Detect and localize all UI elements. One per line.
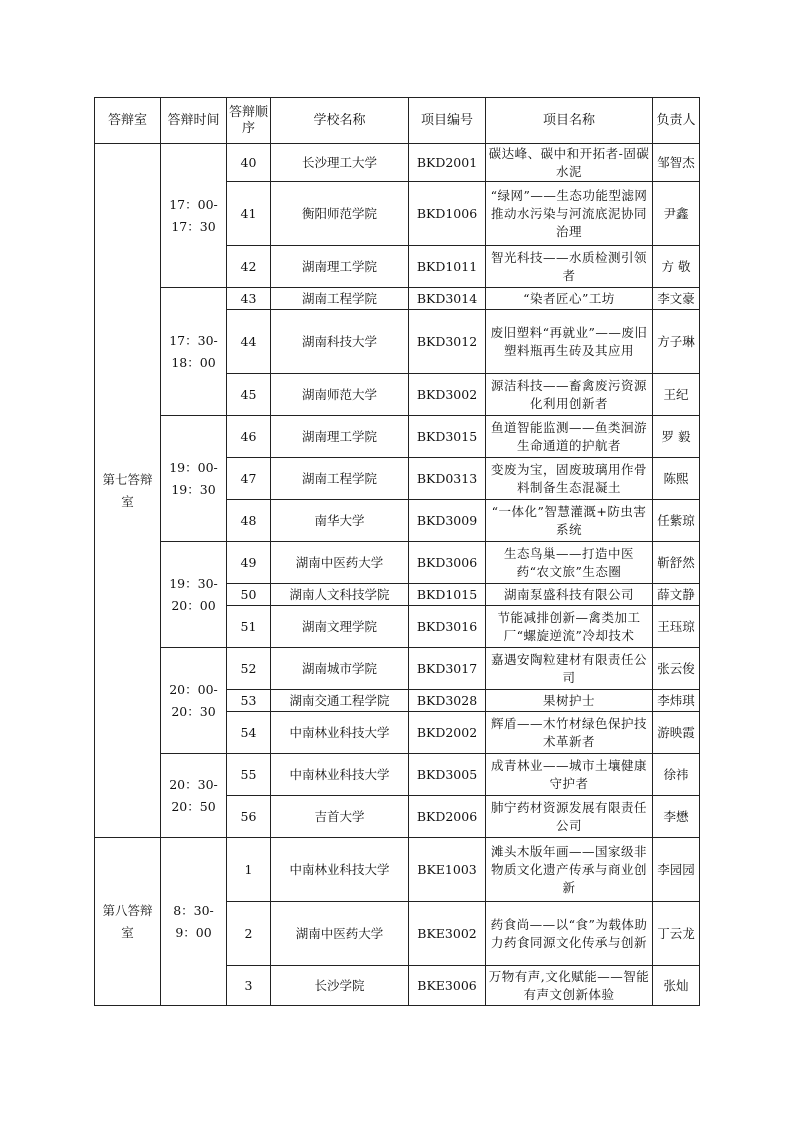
code-cell: BKD2001 xyxy=(409,144,486,182)
schedule-body xyxy=(95,144,700,1006)
code-cell: BKD3016 xyxy=(409,606,486,648)
time-cell: 19：30-20：00 xyxy=(161,542,227,648)
order-cell: 52 xyxy=(227,648,271,690)
lead-cell: 尹鑫 xyxy=(653,182,700,246)
order-cell: 40 xyxy=(227,144,271,182)
header-row xyxy=(95,98,700,144)
order-cell: 56 xyxy=(227,796,271,838)
time-cell: 8：30-9：00 xyxy=(161,838,227,1006)
school-cell: 湖南交通工程学院 xyxy=(271,690,409,712)
project-name-cell: “绿网”——生态功能型滤网推动水污染与河流底泥协同治理 xyxy=(486,182,653,246)
order-cell: 47 xyxy=(227,458,271,500)
order-cell: 54 xyxy=(227,712,271,754)
code-cell: BKD1011 xyxy=(409,246,486,288)
header-room: 答辩室 xyxy=(95,98,161,144)
table-row xyxy=(95,754,700,796)
code-cell: BKD0313 xyxy=(409,458,486,500)
school-cell: 湖南理工学院 xyxy=(271,416,409,458)
order-cell: 41 xyxy=(227,182,271,246)
project-name-cell: 生态鸟巢——打造中医药“农文旅”生态圈 xyxy=(486,542,653,584)
school-cell: 湖南科技大学 xyxy=(271,310,409,374)
time-cell: 17：00-17：30 xyxy=(161,144,227,288)
order-cell: 48 xyxy=(227,500,271,542)
code-cell: BKE1003 xyxy=(409,838,486,902)
project-name-cell: 辉盾——木竹材绿色保护技术革新者 xyxy=(486,712,653,754)
project-name-cell: 碳达峰、碳中和开拓者-固碳水泥 xyxy=(486,144,653,182)
order-cell: 2 xyxy=(227,902,271,966)
school-cell: 湖南人文科技学院 xyxy=(271,584,409,606)
room-cell: 第七答辩室 xyxy=(95,144,161,838)
code-cell: BKD3028 xyxy=(409,690,486,712)
project-name-cell: 药食尚——以“食”为载体助力药食同源文化传承与创新 xyxy=(486,902,653,966)
header-code: 项目编号 xyxy=(409,98,486,144)
lead-cell: 李炜琪 xyxy=(653,690,700,712)
code-cell: BKD3015 xyxy=(409,416,486,458)
project-name-cell: 果树护士 xyxy=(486,690,653,712)
lead-cell: 徐祎 xyxy=(653,754,700,796)
school-cell: 长沙学院 xyxy=(271,966,409,1006)
lead-cell: 张灿 xyxy=(653,966,700,1006)
table-row xyxy=(95,838,700,902)
code-cell: BKD3005 xyxy=(409,754,486,796)
header-name: 项目名称 xyxy=(486,98,653,144)
code-cell: BKD3009 xyxy=(409,500,486,542)
order-cell: 3 xyxy=(227,966,271,1006)
school-cell: 湖南工程学院 xyxy=(271,458,409,500)
lead-cell: 李文豪 xyxy=(653,288,700,310)
school-cell: 长沙理工大学 xyxy=(271,144,409,182)
project-name-cell: 鱼道智能监测——鱼类洄游生命通道的护航者 xyxy=(486,416,653,458)
code-cell: BKD3017 xyxy=(409,648,486,690)
school-cell: 中南林业科技大学 xyxy=(271,754,409,796)
project-name-cell: “一体化”智慧灌溉+防虫害系统 xyxy=(486,500,653,542)
order-cell: 49 xyxy=(227,542,271,584)
project-name-cell: 滩头木版年画——国家级非物质文化遗产传承与商业创新 xyxy=(486,838,653,902)
project-name-cell: “染者匠心”工坊 xyxy=(486,288,653,310)
code-cell: BKD3014 xyxy=(409,288,486,310)
code-cell: BKE3002 xyxy=(409,902,486,966)
header-school: 学校名称 xyxy=(271,98,409,144)
code-cell: BKD3006 xyxy=(409,542,486,584)
school-cell: 衡阳师范学院 xyxy=(271,182,409,246)
order-cell: 53 xyxy=(227,690,271,712)
order-cell: 1 xyxy=(227,838,271,902)
code-cell: BKD1015 xyxy=(409,584,486,606)
project-name-cell: 嘉遇安陶粒建材有限责任公司 xyxy=(486,648,653,690)
project-name-cell: 智光科技——水质检测引领者 xyxy=(486,246,653,288)
lead-cell: 丁云龙 xyxy=(653,902,700,966)
lead-cell: 李懋 xyxy=(653,796,700,838)
code-cell: BKD3002 xyxy=(409,374,486,416)
table-row xyxy=(95,542,700,584)
time-cell: 19：00-19：30 xyxy=(161,416,227,542)
lead-cell: 方子琳 xyxy=(653,310,700,374)
school-cell: 湖南中医药大学 xyxy=(271,542,409,584)
code-cell: BKE3006 xyxy=(409,966,486,1006)
lead-cell: 罗 毅 xyxy=(653,416,700,458)
table-row xyxy=(95,144,700,182)
school-cell: 湖南师范大学 xyxy=(271,374,409,416)
lead-cell: 游映霞 xyxy=(653,712,700,754)
time-cell: 17：30-18：00 xyxy=(161,288,227,416)
project-name-cell: 变废为宝，固废玻璃用作骨料制备生态混凝土 xyxy=(486,458,653,500)
order-cell: 44 xyxy=(227,310,271,374)
header-time: 答辩时间 xyxy=(161,98,227,144)
school-cell: 湖南文理学院 xyxy=(271,606,409,648)
lead-cell: 张云俊 xyxy=(653,648,700,690)
time-cell: 20：00-20：30 xyxy=(161,648,227,754)
school-cell: 吉首大学 xyxy=(271,796,409,838)
lead-cell: 陈熙 xyxy=(653,458,700,500)
project-name-cell: 肺宁药材资源发展有限责任公司 xyxy=(486,796,653,838)
lead-cell: 王珏琼 xyxy=(653,606,700,648)
code-cell: BKD2002 xyxy=(409,712,486,754)
lead-cell: 方 敬 xyxy=(653,246,700,288)
defense-schedule-table xyxy=(94,97,700,1006)
project-name-cell: 节能减排创新—禽类加工厂“螺旋逆流”冷却技术 xyxy=(486,606,653,648)
lead-cell: 靳舒然 xyxy=(653,542,700,584)
school-cell: 湖南城市学院 xyxy=(271,648,409,690)
code-cell: BKD1006 xyxy=(409,182,486,246)
project-name-cell: 成青林业——城市土壤健康守护者 xyxy=(486,754,653,796)
time-cell: 20：30-20：50 xyxy=(161,754,227,838)
order-cell: 50 xyxy=(227,584,271,606)
order-cell: 45 xyxy=(227,374,271,416)
school-cell: 湖南理工学院 xyxy=(271,246,409,288)
lead-cell: 邹智杰 xyxy=(653,144,700,182)
lead-cell: 李园园 xyxy=(653,838,700,902)
order-cell: 46 xyxy=(227,416,271,458)
project-name-cell: 万物有声,文化赋能——智能有声文创新体验 xyxy=(486,966,653,1006)
school-cell: 南华大学 xyxy=(271,500,409,542)
lead-cell: 任紫琼 xyxy=(653,500,700,542)
code-cell: BKD3012 xyxy=(409,310,486,374)
table-row xyxy=(95,648,700,690)
project-name-cell: 湖南泵盛科技有限公司 xyxy=(486,584,653,606)
header-order: 答辩顺序 xyxy=(227,98,271,144)
school-cell: 湖南工程学院 xyxy=(271,288,409,310)
room-cell: 第八答辩室 xyxy=(95,838,161,1006)
table-row xyxy=(95,288,700,310)
code-cell: BKD2006 xyxy=(409,796,486,838)
order-cell: 55 xyxy=(227,754,271,796)
project-name-cell: 废旧塑料“再就业”——废旧塑料瓶再生砖及其应用 xyxy=(486,310,653,374)
header-lead: 负责人 xyxy=(653,98,700,144)
lead-cell: 薛文静 xyxy=(653,584,700,606)
order-cell: 42 xyxy=(227,246,271,288)
order-cell: 51 xyxy=(227,606,271,648)
school-cell: 湖南中医药大学 xyxy=(271,902,409,966)
project-name-cell: 源洁科技——畜禽废污资源化利用创新者 xyxy=(486,374,653,416)
school-cell: 中南林业科技大学 xyxy=(271,712,409,754)
table-row xyxy=(95,416,700,458)
order-cell: 43 xyxy=(227,288,271,310)
lead-cell: 王纪 xyxy=(653,374,700,416)
school-cell: 中南林业科技大学 xyxy=(271,838,409,902)
